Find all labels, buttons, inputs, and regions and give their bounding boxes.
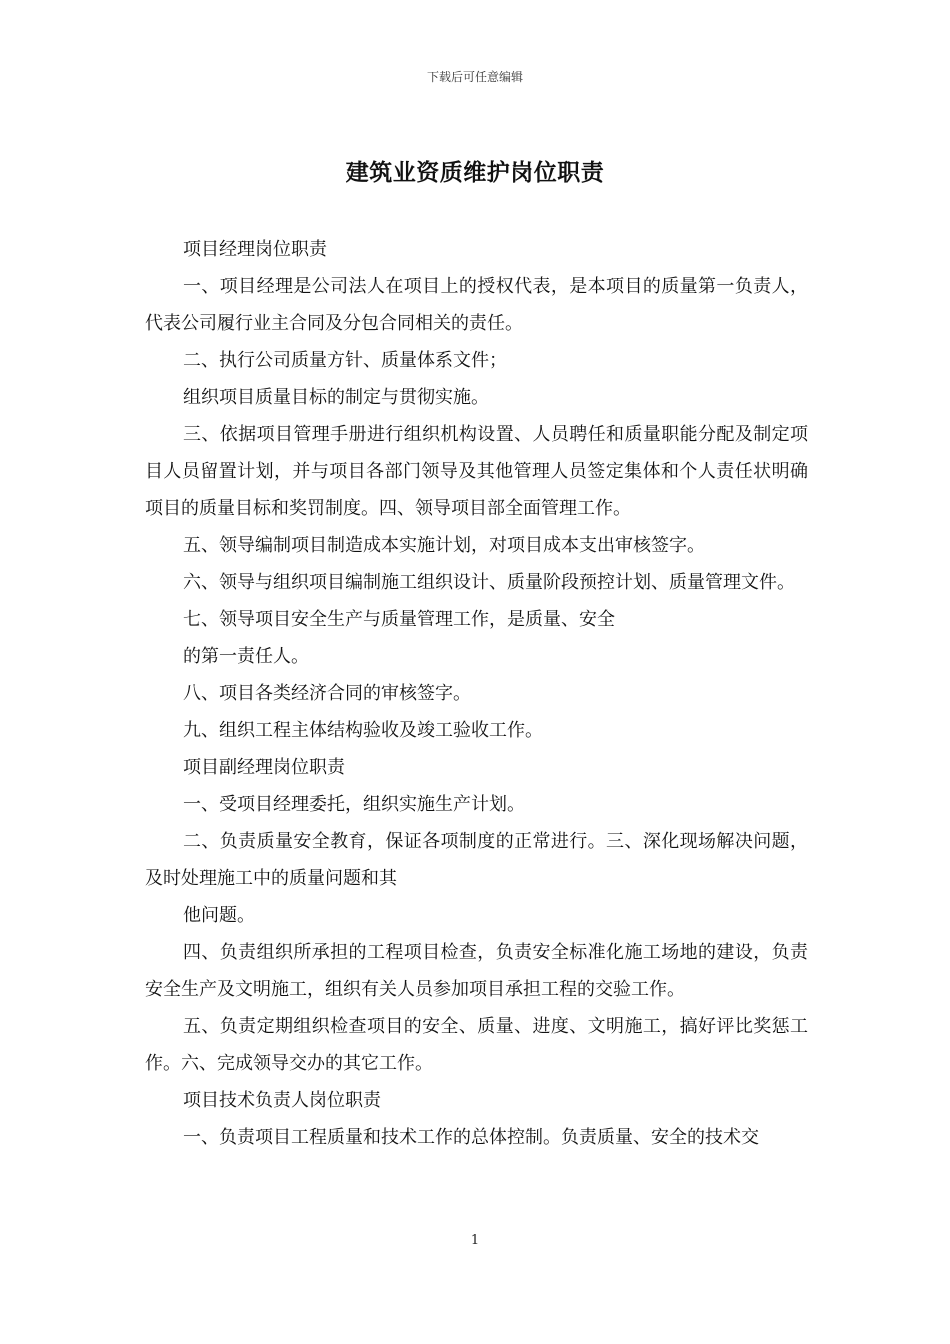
- paragraph: 一、负责项目工程质量和技术工作的总体控制。负责质量、安全的技术交: [183, 1127, 759, 1148]
- paragraph: 一、受项目经理委托，组织实施生产计划。: [183, 794, 525, 815]
- section-heading: 项目副经理岗位职责: [183, 757, 345, 778]
- document-title: 建筑业资质维护岗位职责: [345, 160, 605, 186]
- paragraph: 五、负责定期组织检查项目的安全、质量、进度、文明施工，搞好评比奖惩工作。六、完成领导交办的其它工作。: [145, 1016, 808, 1074]
- paragraph: 五、领导编制项目制造成本实施计划，对项目成本支出审核签字。: [183, 535, 705, 556]
- paragraph: 组织项目质量目标的制定与贯彻实施。: [183, 387, 489, 408]
- paragraph: 八、项目各类经济合同的审核签字。: [183, 683, 471, 704]
- page-number: 1: [470, 1233, 480, 1248]
- section-heading: 项目经理岗位职责: [183, 239, 327, 260]
- paragraph: 六、领导与组织项目编制施工组织设计、质量阶段预控计划、质量管理文件。: [183, 572, 795, 593]
- paragraph: 七、领导项目安全生产与质量管理工作，是质量、安全: [183, 609, 615, 630]
- paragraph: 四、负责组织所承担的工程项目检查，负责安全标准化施工场地的建设，负责安全生产及文明施工，组织有关人员参加项目承担工程的交验工作。: [145, 942, 808, 1000]
- paragraph: 九、组织工程主体结构验收及竣工验收工作。: [183, 720, 543, 741]
- page-header-note: 下载后可任意编辑: [426, 70, 523, 84]
- paragraph: 三、依据项目管理手册进行组织机构设置、人员聘任和质量职能分配及制定项目人员留置计划，并与项目各部门领导及其他管理人员签定集体和个人责任状明确项目的质量目标和奖罚制度。四、领导项目部全面管理工作。: [145, 424, 808, 519]
- document-body: [145, 231, 808, 1156]
- paragraph: 他问题。: [183, 905, 255, 926]
- paragraph: 二、负责质量安全教育，保证各项制度的正常进行。三、深化现场解决问题，及时处理施工中的质量问题和其: [145, 831, 808, 889]
- paragraph: 的第一责任人。: [183, 646, 309, 667]
- paragraph: 一、项目经理是公司法人在项目上的授权代表，是本项目的质量第一负责人，代表公司履行业主合同及分包合同相关的责任。: [145, 276, 808, 334]
- paragraph: 二、执行公司质量方针、质量体系文件；: [183, 350, 507, 371]
- section-heading: 项目技术负责人岗位职责: [183, 1090, 381, 1111]
